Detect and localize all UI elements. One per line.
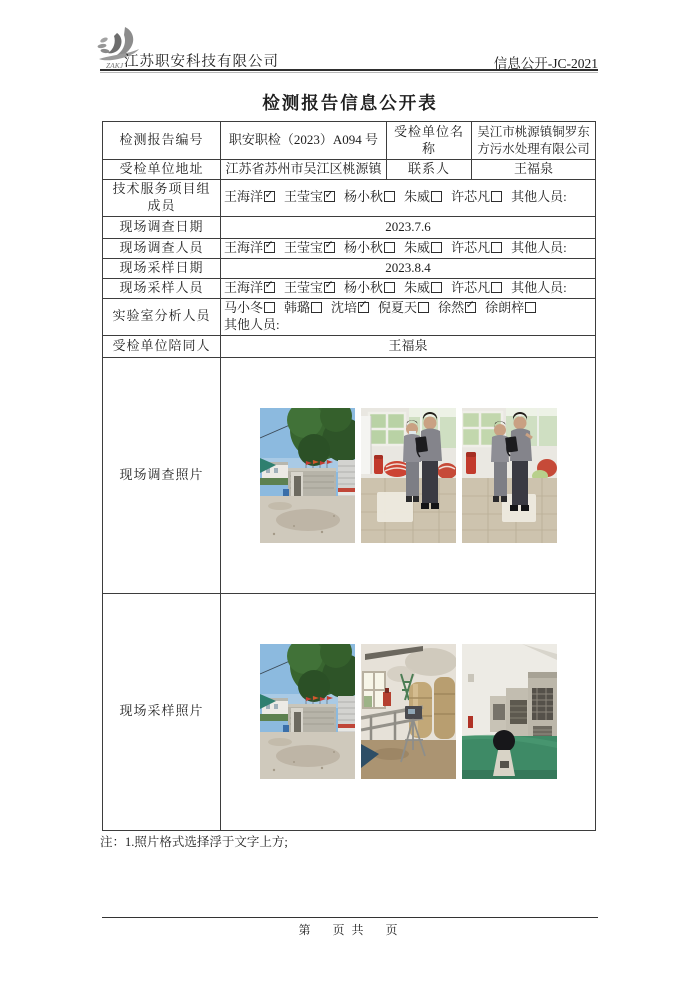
staff-member: 朱威 — [404, 189, 442, 204]
staff-member: 马小冬 — [224, 300, 275, 315]
staff-member: 徐朗梓 — [485, 300, 536, 315]
escort-label: 受检单位陪同人 — [103, 335, 221, 357]
survey-date-value: 2023.7.6 — [221, 216, 596, 238]
survey-date-label: 现场调查日期 — [103, 216, 221, 238]
staff-member: 王莹宝 ✓ — [284, 280, 335, 295]
table-row — [103, 357, 596, 593]
company-name: 江苏职安科技有限公司 — [124, 54, 279, 70]
sample-photos-cell — [221, 593, 596, 830]
table-row — [103, 160, 596, 180]
staff-member: 王莹宝 ✓ — [284, 189, 335, 204]
staff-member: 朱威 — [404, 240, 442, 255]
survey-others-label: 其他人员: — [511, 239, 567, 255]
staff-member: 倪夏天 — [378, 300, 429, 315]
checkbox-checked-icon — [264, 282, 275, 293]
staff-member: 沈培 ✓ — [331, 300, 369, 315]
staff-member: 王海洋 ✓ — [224, 280, 275, 295]
page-number-text: 第 页 共 页 — [298, 923, 400, 937]
unit-name-label: 受检单位名称 — [387, 122, 472, 160]
lab-staff-cell — [221, 298, 596, 335]
checkbox-checked-icon — [358, 302, 369, 313]
survey-photos-cell — [221, 357, 596, 593]
disclosure-table — [102, 121, 596, 831]
table-row — [103, 122, 596, 160]
footnote: 注：1.照片格式选择浮于文字上方; — [100, 835, 288, 849]
checkbox-empty-icon — [431, 242, 442, 253]
table-row — [103, 298, 596, 335]
staff-member: 杨小秋 — [344, 189, 395, 204]
staff-member: 杨小秋 — [344, 240, 395, 255]
staff-member: 王海洋 ✓ — [224, 240, 275, 255]
staff-member: 许芯凡 — [451, 189, 502, 204]
header-divider — [100, 69, 598, 73]
sampling-tank-room-photo — [361, 644, 456, 779]
unit-address-value: 江苏省苏州市吴江区桃源镇 — [221, 160, 387, 180]
sample-date-label: 现场采样日期 — [103, 258, 221, 278]
checkbox-empty-icon — [525, 302, 536, 313]
sample-staff-label: 现场采样人员 — [103, 278, 221, 298]
checkbox-empty-icon — [384, 282, 395, 293]
contact-value: 王福泉 — [472, 160, 596, 180]
checkbox-checked-icon — [324, 191, 335, 202]
checkbox-empty-icon — [431, 191, 442, 202]
checkbox-checked-icon — [264, 242, 275, 253]
checkbox-empty-icon — [311, 302, 322, 313]
staff-member: 韩璐 — [284, 300, 322, 315]
staff-member: 许芯凡 — [451, 280, 502, 295]
unit-name-value: 吴江市桃源镇铜罗东方污水处理有限公司 — [472, 122, 596, 160]
checkbox-checked-icon — [324, 242, 335, 253]
checkbox-empty-icon — [491, 282, 502, 293]
report-no-value: 职安职检（2023）A094 号 — [221, 122, 387, 160]
checkbox-checked-icon — [264, 191, 275, 202]
survey-staff-cell — [221, 238, 596, 258]
sample-photos-label: 现场采样照片 — [103, 593, 221, 830]
table-row — [103, 593, 596, 830]
survey-photos-label: 现场调查照片 — [103, 357, 221, 593]
table-row — [103, 258, 596, 278]
staff-member: 王海洋 ✓ — [224, 189, 275, 204]
table-row — [103, 335, 596, 357]
svg-text:ZAKJ: ZAKJ — [106, 61, 124, 70]
sampling-machine-room-photo — [462, 644, 557, 779]
sample-date-value: 2023.8.4 — [221, 258, 596, 278]
team-members-cell — [221, 180, 596, 217]
staff-member: 杨小秋 — [344, 280, 395, 295]
staff-member: 徐然✓ — [438, 300, 476, 315]
team-label: 技术服务项目组成员 — [103, 180, 221, 217]
survey-indoor-photo-b — [462, 408, 557, 543]
report-no-label: 检测报告编号 — [103, 122, 221, 160]
site-exterior-photo — [260, 408, 355, 543]
staff-member: 王莹宝 ✓ — [284, 240, 335, 255]
sample-staff-cell — [221, 278, 596, 298]
lab-staff-label: 实验室分析人员 — [103, 298, 221, 335]
contact-label: 联系人 — [387, 160, 472, 180]
site-exterior-photo — [260, 644, 355, 779]
survey-indoor-photo-a — [361, 408, 456, 543]
team-others-label: 其他人员: — [511, 189, 567, 205]
survey-staff-label: 现场调查人员 — [103, 238, 221, 258]
lab-others-label: 其他人员: — [224, 316, 280, 332]
escort-value: 王福泉 — [221, 335, 596, 357]
checkbox-empty-icon — [491, 242, 502, 253]
checkbox-checked-icon — [465, 302, 476, 313]
checkbox-empty-icon — [431, 282, 442, 293]
document-code: 信息公开-JC-2021 — [493, 56, 598, 71]
staff-member: 朱威 — [404, 280, 442, 295]
unit-address-label: 受检单位地址 — [103, 160, 221, 180]
table-row — [103, 216, 596, 238]
checkbox-empty-icon — [418, 302, 429, 313]
checkbox-empty-icon — [491, 191, 502, 202]
checkbox-empty-icon — [384, 242, 395, 253]
checkbox-checked-icon — [324, 282, 335, 293]
sample-others-label: 其他人员: — [511, 279, 567, 295]
checkbox-empty-icon — [384, 191, 395, 202]
table-row — [103, 180, 596, 217]
table-row — [103, 278, 596, 298]
checkbox-empty-icon — [264, 302, 275, 313]
page-title: 检测报告信息公开表 — [262, 93, 438, 113]
table-row — [103, 238, 596, 258]
staff-member: 许芯凡 — [451, 240, 502, 255]
footer-divider — [102, 917, 598, 918]
